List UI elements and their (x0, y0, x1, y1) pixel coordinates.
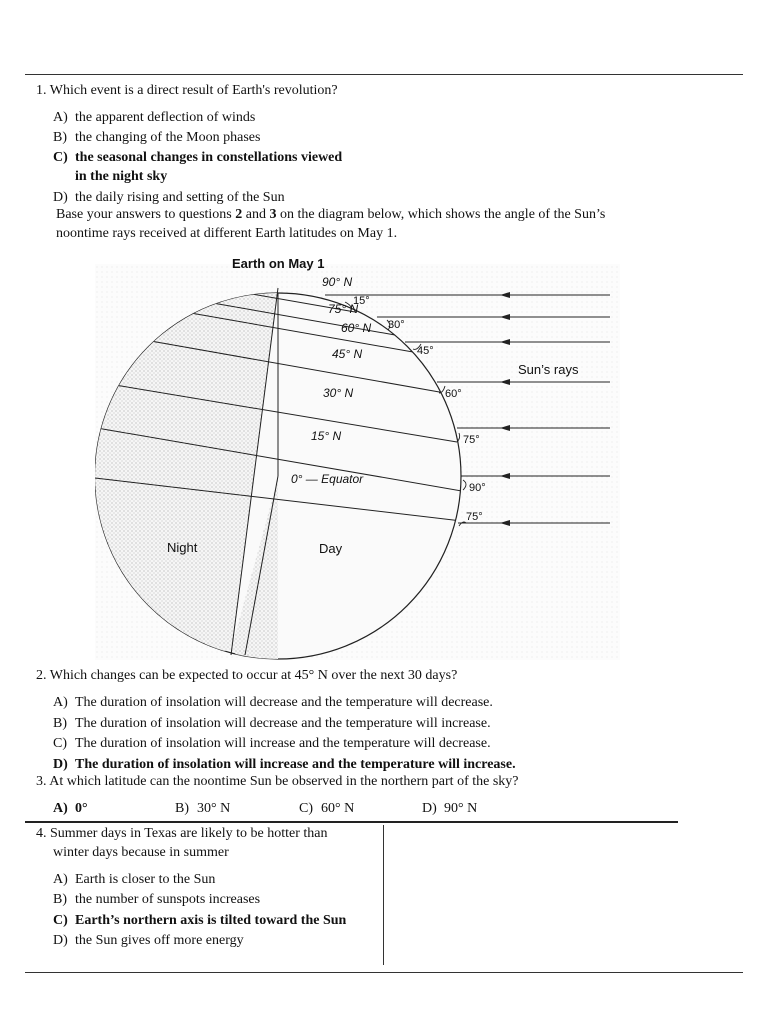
option-letter: A) (53, 695, 68, 710)
question-4-stem-line2: winter days because in summer (53, 845, 229, 860)
lat-label-30: 30° N (323, 386, 354, 400)
angle-label: 30° (388, 319, 405, 331)
question-3-stem: 3. At which latitude can the noontime Sun be observed in the northern part of the sky? (36, 774, 519, 789)
q4-option-b[interactable] (53, 891, 260, 909)
angle-label: 90° (469, 482, 486, 494)
option-letter: B) (53, 130, 67, 145)
night-label: Night (167, 540, 198, 555)
q3-option-a[interactable] (53, 800, 88, 818)
option-letter: B) (53, 892, 67, 907)
q1-option-a[interactable] (53, 109, 255, 127)
q2-option-b[interactable] (53, 715, 491, 733)
earth-may-diagram (95, 250, 620, 660)
option-letter: B) (53, 716, 67, 731)
q2-option-c[interactable] (53, 735, 491, 753)
lat-label-60: 60° N (341, 321, 372, 335)
option-text: the seasonal changes in constellations viewed (75, 150, 343, 165)
diagram-title: Earth on May 1 (232, 256, 325, 271)
option-text: the Sun gives off more energy (75, 933, 244, 948)
q3-option-d[interactable] (422, 800, 477, 818)
option-letter: D) (422, 801, 437, 816)
lat-label-15: 15° N (311, 429, 342, 443)
option-letter: A) (53, 801, 68, 816)
option-text: The duration of insolation will increase and the temperature will increase. (75, 757, 516, 772)
lat-label-equator: 0° — Equator (291, 472, 364, 486)
q1-option-d[interactable] (53, 189, 285, 207)
q2-option-d[interactable] (53, 756, 516, 774)
option-letter: D) (53, 757, 68, 772)
diagram-intro-line1: Base your answers to questions 2 and 3 on the diagram below, which shows the angle of the Sun’s (56, 207, 606, 222)
q1-option-b[interactable] (53, 129, 260, 147)
top-rule (25, 74, 743, 75)
question-1-stem: 1. Which event is a direct result of Earth's revolution? (36, 83, 338, 98)
option-letter: A) (53, 872, 68, 887)
option-text: Earth’s northern axis is tilted toward the Sun (75, 913, 347, 928)
angle-label: 75° (466, 511, 483, 523)
column-divider (383, 825, 384, 965)
option-letter: D) (53, 190, 68, 205)
option-text: in the night sky (75, 169, 168, 184)
option-text: the changing of the Moon phases (75, 130, 261, 145)
option-text: the apparent deflection of winds (75, 110, 256, 125)
lat-label-75: 75° N (328, 302, 359, 316)
option-text: 60° N (321, 801, 355, 816)
q4-option-a[interactable] (53, 871, 215, 889)
angle-label: 15° (353, 295, 370, 307)
day-label: Day (319, 541, 343, 556)
question-2-stem: 2. Which changes can be expected to occur at 45° N over the next 30 days? (36, 668, 458, 683)
bottom-rule (25, 972, 743, 973)
option-text: 30° N (197, 801, 231, 816)
q2-option-a[interactable] (53, 694, 493, 712)
angle-label: 45° (417, 345, 434, 357)
option-letter: D) (53, 933, 68, 948)
option-letter: A) (53, 110, 68, 125)
option-letter: C) (53, 736, 67, 751)
angle-label: 60° (445, 388, 462, 400)
diagram-intro-line2: noontime rays received at different Earth latitudes on May 1. (56, 226, 398, 241)
q3-option-b[interactable] (175, 800, 230, 818)
q4-option-d[interactable] (53, 932, 244, 950)
option-text: 0° (75, 801, 88, 816)
section-divider (25, 821, 678, 823)
option-letter: C) (299, 801, 313, 816)
q4-option-c[interactable] (53, 912, 346, 930)
option-text: Earth is closer to the Sun (75, 872, 216, 887)
lat-label-90: 90° N (322, 275, 353, 289)
option-text: The duration of insolation will decrease and the temperature will increase. (75, 716, 491, 731)
option-text: the number of sunspots increases (75, 892, 261, 907)
suns-rays-label: Sun’s rays (518, 362, 579, 377)
q1-option-c-continued (53, 168, 167, 186)
option-letter: C) (53, 150, 68, 165)
option-text: 90° N (444, 801, 478, 816)
angle-label: 75° (463, 434, 480, 446)
lat-label-45: 45° N (332, 347, 363, 361)
question-4-stem-line1: 4. Summer days in Texas are likely to be hotter than (36, 826, 328, 841)
option-text: The duration of insolation will increase and the temperature will decrease. (75, 736, 491, 751)
q1-option-c[interactable] (53, 149, 342, 167)
option-letter: C) (53, 913, 68, 928)
option-text: The duration of insolation will decrease and the temperature will decrease. (75, 695, 493, 710)
q3-option-c[interactable] (299, 800, 354, 818)
option-letter: B) (175, 801, 189, 816)
option-text: the daily rising and setting of the Sun (75, 190, 285, 205)
